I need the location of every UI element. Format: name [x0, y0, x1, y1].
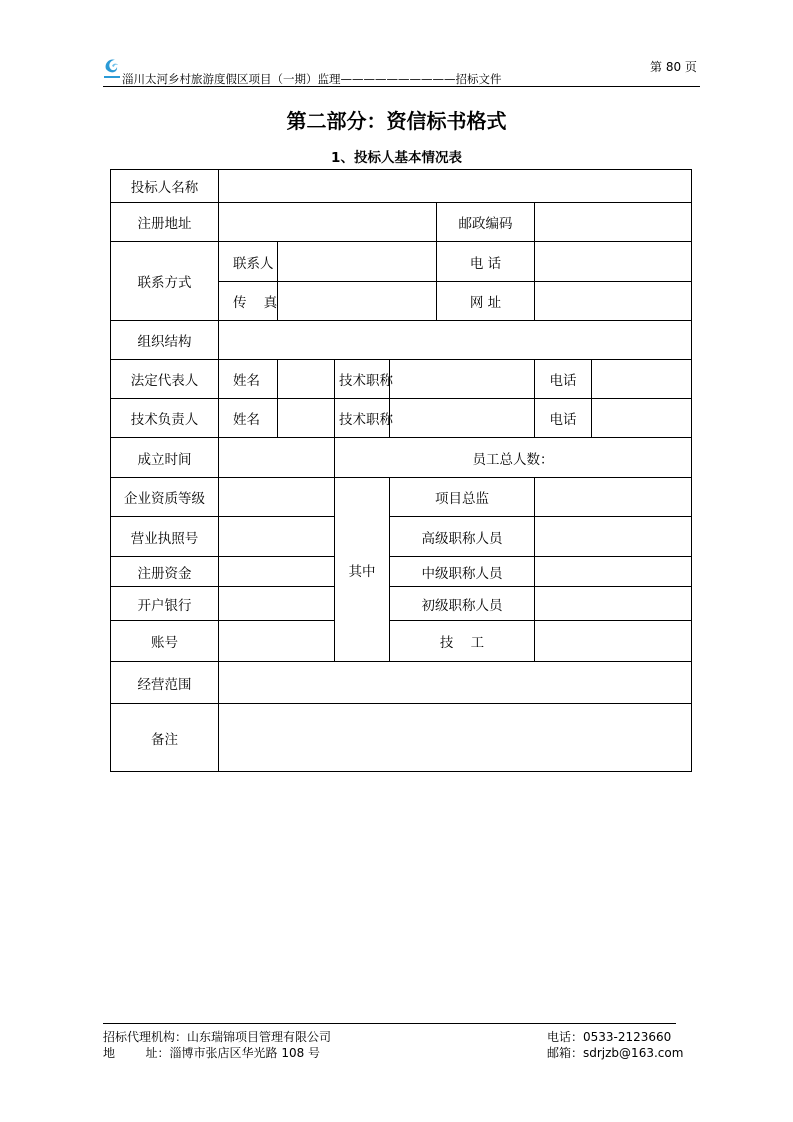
label-total-staff: 员工总人数： — [335, 438, 692, 478]
junior-staff-cell — [535, 587, 692, 621]
phone-cell — [535, 242, 692, 282]
qualification-cell — [219, 478, 335, 517]
label-contact-person: 联系人 — [219, 242, 278, 282]
part-title: 第二部分：资信标书格式 — [286, 109, 507, 133]
label-legal-rep-tel: 电话 — [535, 360, 592, 399]
label-tech-lead-title: 技术职称 — [335, 399, 390, 438]
mid-staff-cell — [535, 557, 692, 587]
bidder-name-cell — [219, 170, 692, 203]
reg-address-cell — [219, 203, 437, 242]
label-senior-staff: 高级职称人员 — [390, 517, 535, 557]
tech-lead-tel-cell — [592, 399, 692, 438]
label-tech-lead: 技术负责人 — [111, 399, 219, 438]
label-tech-lead-tel: 电话 — [535, 399, 592, 438]
label-mid-staff: 中级职称人员 — [390, 557, 535, 587]
label-account-no: 账号 — [111, 621, 219, 662]
remarks-cell — [219, 704, 692, 772]
label-reg-address: 注册地址 — [111, 203, 219, 242]
website-cell — [535, 282, 692, 321]
reg-capital-cell — [219, 557, 335, 587]
fax-cell — [278, 282, 437, 321]
label-project-director: 项目总监 — [390, 478, 535, 517]
contact-person-cell — [278, 242, 437, 282]
label-contact-method: 联系方式 — [111, 242, 219, 321]
company-logo — [102, 55, 122, 81]
label-qualification: 企业资质等级 — [111, 478, 219, 517]
legal-rep-tel-cell — [592, 360, 692, 399]
label-website: 网 址 — [437, 282, 535, 321]
label-tech-lead-name: 姓名 — [219, 399, 278, 438]
label-junior-staff: 初级职称人员 — [390, 587, 535, 621]
label-org-structure: 组织结构 — [111, 321, 219, 360]
label-license-no: 营业执照号 — [111, 517, 219, 557]
header-title: 淄川太河乡村旅游度假区项目（一期）监理——————————招标文件 — [122, 72, 502, 86]
footer-agency: 招标代理机构：山东瑞锦项目管理有限公司 — [103, 1030, 332, 1044]
tech-lead-title-cell — [390, 399, 535, 438]
est-date-cell — [219, 438, 335, 478]
tech-lead-name-cell — [278, 399, 335, 438]
project-director-cell — [535, 478, 692, 517]
label-legal-rep-title: 技术职称 — [335, 360, 390, 399]
label-bank: 开户银行 — [111, 587, 219, 621]
header-rule — [103, 86, 700, 87]
page-number: 第 80 页 — [650, 60, 697, 74]
label-reg-capital: 注册资金 — [111, 557, 219, 587]
label-remarks: 备注 — [111, 704, 219, 772]
legal-rep-name-cell — [278, 360, 335, 399]
label-technician: 技 工 — [390, 621, 535, 662]
footer-phone: 电话：0533-2123660 — [547, 1030, 672, 1044]
label-fax: 传 真 — [219, 282, 278, 321]
label-legal-rep: 法定代表人 — [111, 360, 219, 399]
label-postal-code: 邮政编码 — [437, 203, 535, 242]
business-scope-cell — [219, 662, 692, 704]
org-structure-cell — [219, 321, 692, 360]
account-no-cell — [219, 621, 335, 662]
footer-email: 邮箱：sdrjzb@163.com — [547, 1046, 684, 1060]
section-title: 1、投标人基本情况表 — [331, 150, 462, 166]
bank-cell — [219, 587, 335, 621]
label-business-scope: 经营范围 — [111, 662, 219, 704]
legal-rep-title-cell — [390, 360, 535, 399]
technician-cell — [535, 621, 692, 662]
postal-code-cell — [535, 203, 692, 242]
bidder-info-table — [110, 169, 692, 772]
license-no-cell — [219, 517, 335, 557]
footer-address: 地 址：淄博市张店区华光路 108 号 — [103, 1046, 321, 1060]
label-phone: 电 话 — [437, 242, 535, 282]
label-bidder-name: 投标人名称 — [111, 170, 219, 203]
footer-rule — [103, 1023, 676, 1024]
label-legal-rep-name: 姓名 — [219, 360, 278, 399]
label-among: 其中 — [335, 478, 390, 662]
senior-staff-cell — [535, 517, 692, 557]
label-est-date: 成立时间 — [111, 438, 219, 478]
